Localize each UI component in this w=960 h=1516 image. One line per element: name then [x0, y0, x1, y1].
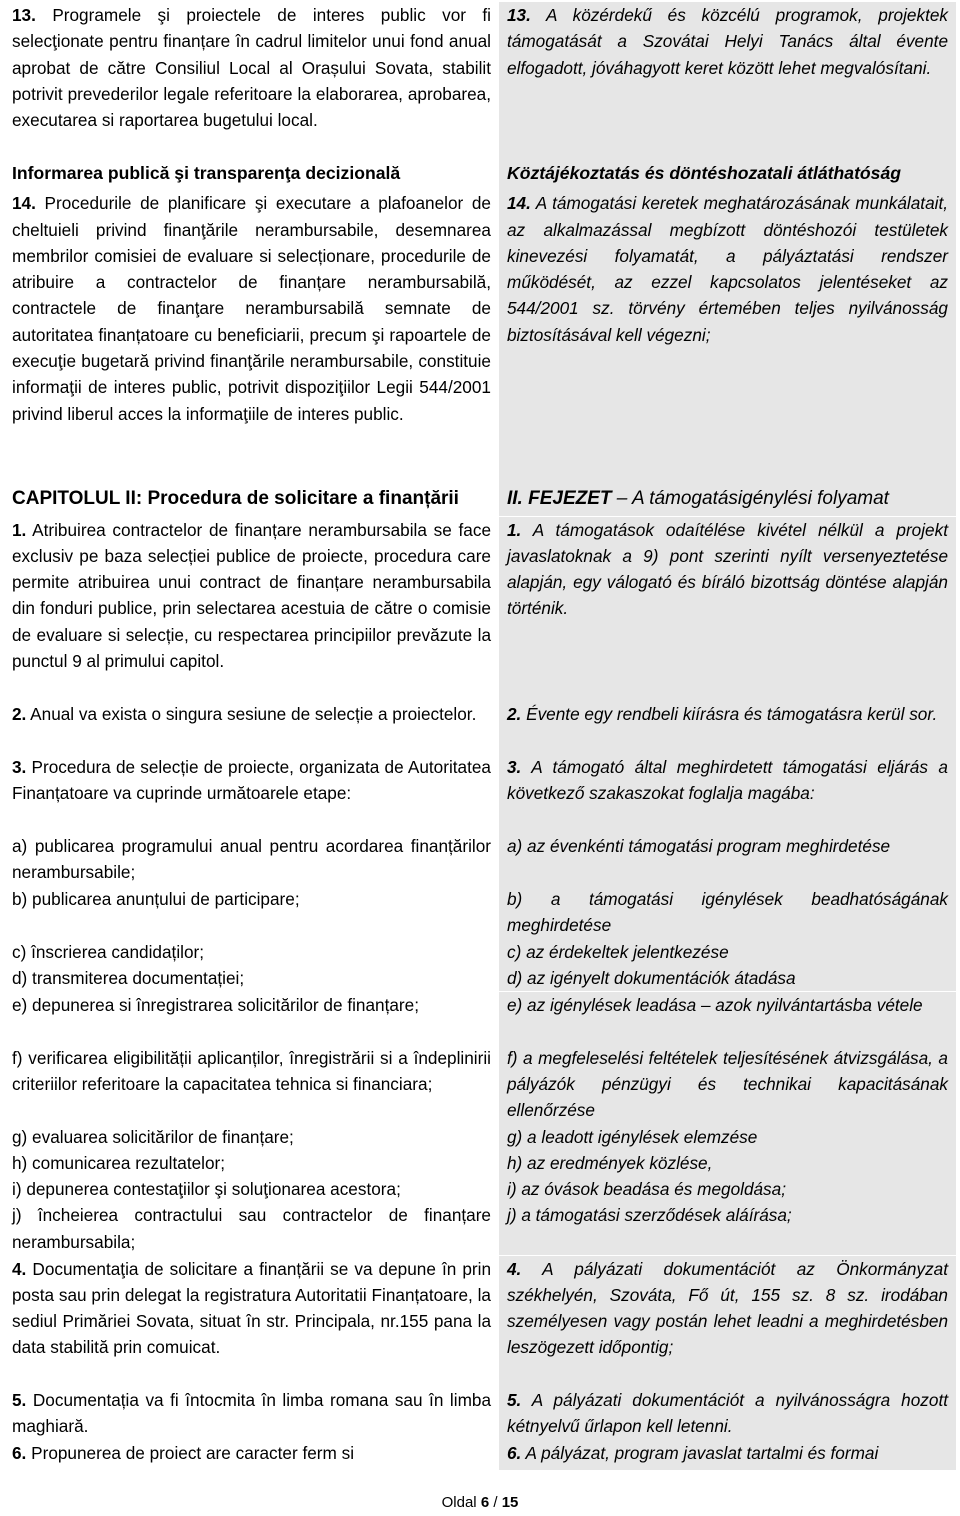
- ro-step-i: [4, 1176, 499, 1202]
- hu-step-g-text: g) a leadott igénylések elemzése: [507, 1126, 758, 1147]
- page-footer: [0, 1494, 960, 1512]
- ro-point-2-text: 2. Anual va exista o singura sesiune de selecție a proiectelor.: [12, 703, 477, 724]
- ro-point-3-number: 3.: [12, 756, 27, 777]
- hu-step-i-text: i) az óvások beadása és megoldása;: [507, 1179, 786, 1200]
- ro-step-f: [4, 1045, 499, 1124]
- hu-step-i: [499, 1176, 956, 1202]
- page-separator: /: [489, 1494, 502, 1511]
- hu-step-e-text: e) az igénylések leadása – azok nyilvántartásba vétele: [507, 994, 923, 1015]
- document-page: [4, 2, 956, 1470]
- ro-step-h-text: h) comunicarea rezultatelor;: [12, 1153, 226, 1174]
- ro-step-e-text: e) depunerea si înregistrarea solicitărilor de finanțare;: [12, 994, 419, 1015]
- ro-step-j: [4, 1202, 499, 1255]
- hu-point-6: [499, 1440, 956, 1470]
- ro-article-13: [4, 2, 499, 160]
- hu-point-5-text: 5. A pályázati dokumentációt a nyilvánosságra hozott kétnyelvű űrlapon kell letenni.: [507, 1389, 949, 1436]
- hu-point-4: [499, 1256, 956, 1387]
- ro-point-6: [4, 1440, 499, 1470]
- ro-chapter-title: CAPITOLUL II: Procedura de solicitare a finanțării: [12, 488, 459, 510]
- ro-point-6-text: 6. Propunerea de proiect are caracter ferm si: [12, 1442, 355, 1463]
- ro-step-j-text: j) încheierea contractului sau contractelor de finanțare nerambursabila;: [12, 1205, 491, 1252]
- ro-step-c: [4, 939, 499, 965]
- hu-article-14: [499, 190, 956, 482]
- hu-chapter: [499, 482, 956, 516]
- hu-step-b-text: b) a támogatási igénylések beadhatóságának meghirdetése: [507, 889, 948, 936]
- hu-chapter-title: II. FEJEZET – A támogatásigénylési folyamat: [507, 488, 889, 510]
- ro-step-a: [4, 833, 499, 886]
- hu-step-c: [499, 939, 956, 965]
- ro-point-2: [4, 701, 499, 754]
- hu-step-j-text: j) a támogatási szerződések aláírása;: [507, 1205, 792, 1226]
- hu-step-a-text: a) az évenkénti támogatási program meghirdetése: [507, 835, 891, 856]
- page-label: Oldal: [441, 1494, 477, 1511]
- ro-article-13-number: 13.: [12, 5, 36, 25]
- ro-point-5-number: 5.: [12, 1389, 27, 1410]
- ro-step-a-text: a) publicarea programului anual pentru acordarea finanțărilor nerambursabile;: [12, 835, 491, 883]
- hu-step-a: [499, 833, 956, 886]
- hu-point-4-number: 4.: [507, 1258, 522, 1279]
- ro-step-e: [4, 992, 499, 1045]
- ro-step-b: [4, 886, 499, 939]
- hu-step-g: [499, 1124, 956, 1150]
- hu-heading-info: Köztájékoztatás és döntéshozatali átláthatóság: [507, 163, 901, 184]
- hu-article-14-number: 14.: [507, 193, 531, 214]
- ro-point-4: [4, 1256, 499, 1387]
- ro-point-2-number: 2.: [12, 703, 27, 724]
- hu-point-3-text: 3. A támogató által meghirdetett támogatási eljárás a következő szakaszokat foglalja magába:: [507, 756, 948, 804]
- hu-point-1-number: 1.: [507, 519, 522, 540]
- page-total: 15: [501, 1494, 519, 1511]
- hu-step-d: [499, 965, 956, 991]
- hu-step-b: [499, 886, 956, 939]
- ro-point-3: [4, 754, 499, 833]
- hu-article-13: [499, 2, 956, 160]
- hu-point-2: [499, 701, 956, 754]
- ro-step-c-text: c) înscrierea candidaților;: [12, 942, 205, 963]
- ro-point-1-text: 1. Atribuirea contractelor de finanțare nerambursabila se face exclusiv pe baza selecției publice de proiecte, procedura care permite atribuirea unui contract de finanțare nerambursabila din fonduri publice, prin selectarea acestuia de către o comisie de evaluare si selecție, cu respectarea principiilor prevăzute la punctul 9 al primului capitol.: [12, 519, 492, 672]
- hu-point-3-number: 3.: [507, 756, 522, 777]
- page-number: 6: [480, 1494, 490, 1511]
- ro-step-b-text: b) publicarea anunțului de participare;: [12, 889, 300, 910]
- hu-step-j: [499, 1202, 956, 1255]
- ro-point-1-number: 1.: [12, 519, 27, 540]
- hu-point-5-number: 5.: [507, 1389, 522, 1410]
- hu-step-d-text: d) az igényelt dokumentációk átadása: [507, 968, 796, 989]
- hu-point-6-text: 6. A pályázat, program javaslat tartalmi és formai: [507, 1442, 879, 1463]
- ro-step-h: [4, 1150, 499, 1176]
- ro-step-g: [4, 1124, 499, 1150]
- ro-step-i-text: i) depunerea contestaţiilor şi soluţionarea acestora;: [12, 1179, 401, 1200]
- hu-point-4-text: 4. A pályázati dokumentációt az Önkormányzat székhelyén, Szováta, Fő út, 155 sz. 8 sz. irodában személyesen vagy postán lehet leadni a meghirdetésben leszögezett időpontig;: [507, 1258, 948, 1358]
- hu-article-14-text: 14. A támogatási keretek meghatározásának munkálatait, az alkalmazással megbízott döntéshozói testületek kinevezési folyamatát, a pályáztatási rendszer működését, az ezzel kapcsolatos jelentéseket az 544/2001 sz. törvény értemében teljes nyilvánosság biztosításával kell végezni;: [507, 193, 949, 345]
- ro-heading-info: Informarea publică şi transparenţa decizională: [12, 163, 401, 184]
- hu-point-1: [499, 517, 956, 701]
- ro-point-4-text: 4. Documentaţia de solicitare a finanțării se va depune în prin posta sau prin delegat la registratura Autoritatii Finanțatoare, la sediul Primăriei Sovata, situat în str. Principala, nr.155 pana la data stabilită prin comuicat.: [12, 1258, 492, 1358]
- hu-step-f-text: f) a megfeleselési feltételek teljesítésének átvizsgálása, a pályázók pénzügyi és technikai kapacitásának ellenőrzése: [507, 1047, 948, 1121]
- hu-point-2-number: 2.: [507, 703, 522, 724]
- ro-step-d: [4, 965, 499, 991]
- hu-point-3: [499, 754, 956, 833]
- ro-chapter: [4, 482, 499, 516]
- hu-article-13-number: 13.: [507, 5, 531, 25]
- ro-article-14-number: 14.: [12, 193, 36, 214]
- hu-point-5: [499, 1387, 956, 1440]
- ro-section-heading: [4, 160, 499, 190]
- ro-point-3-text: 3. Procedura de selecție de proiecte, organizata de Autoritatea Finanțatoare va cuprinde următoarele etape:: [12, 756, 491, 804]
- ro-article-14-text: 14. Procedurile de planificare şi executare a plafoanelor de cheltuieli privind finanţările nerambursabile, desemnarea membrilor comisiei de evaluare si selecționare, procedurile de atribuire a contractelor de finanțare nerambursabilă, contractele de finanţare nerambursabilă semnate de autoritatea finanțatoare cu beneficiarii, precum şi rapoartele de execuţie bugetară privind finanţările nerambursabile, constituie informaţii de interes public, potrivit dispoziţiilor Legii 544/2001 privind liberul acces la informaţiile de interes public.: [12, 193, 491, 424]
- ro-step-d-text: d) transmiterea documentației;: [12, 968, 245, 989]
- ro-step-f-text: f) verificarea eligibilității aplicanților, înregistrării si a îndeplinirii criteriilor referitoare la capacitatea tehnica si financiara;: [12, 1047, 491, 1095]
- ro-point-6-number: 6.: [12, 1442, 27, 1463]
- hu-step-e: [499, 992, 956, 1045]
- hu-point-1-text: 1. A támogatások odaítélése kivétel nélkül a projekt javaslatoknak a 9) pont szerinti nyílt versenyeztetése alapján, egy válogató és bíráló bizottság döntése alapján történik.: [507, 519, 948, 619]
- hu-step-f: [499, 1045, 956, 1124]
- ro-article-14: [4, 190, 499, 482]
- hu-article-13-text: 13. A közérdekű és közcélú programok, projektek támogatását a Szovátai Helyi Tanács által évente elfogadott, jóváhagyott keret között lehet megvalósítani.: [507, 5, 948, 78]
- ro-step-g-text: g) evaluarea solicitărilor de finanțare;: [12, 1126, 294, 1147]
- ro-point-5-text: 5. Documentația va fi întocmita în limba romana sau în limba maghiară.: [12, 1389, 491, 1436]
- hu-step-h: [499, 1150, 956, 1176]
- hu-point-6-number: 6.: [507, 1442, 522, 1463]
- hu-step-h-text: h) az eredmények közlése,: [507, 1153, 713, 1174]
- hu-step-c-text: c) az érdekeltek jelentkezése: [507, 942, 729, 963]
- ro-point-5: [4, 1387, 499, 1440]
- hu-point-2-text: 2. Évente egy rendbeli kiírásra és támogatásra kerül sor.: [507, 703, 938, 724]
- hu-section-heading: [499, 160, 956, 190]
- ro-point-1: [4, 517, 499, 701]
- ro-point-4-number: 4.: [12, 1258, 27, 1279]
- ro-article-13-text: 13. Programele şi proiectele de interes public vor fi selecţionate pentru finanțare în cadrul limitelor unui fond anual aprobat de către Consiliul Local al Orașului Sovata, stabilit potrivit prevederilor legale referitoare la elaborarea, aprobarea, executarea si raportarea bugetului local.: [12, 5, 491, 131]
